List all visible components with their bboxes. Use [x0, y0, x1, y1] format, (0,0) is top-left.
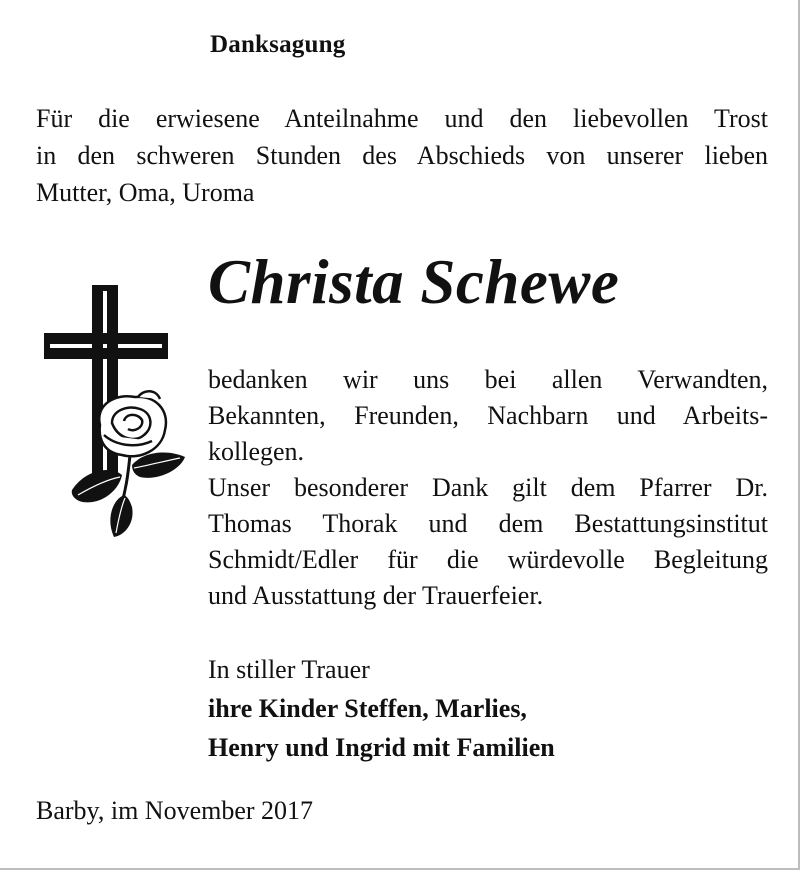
intro-paragraph — [36, 100, 768, 211]
intro-line: Mutter, Oma, Uroma — [36, 178, 255, 207]
intro-line: Für die erwiesene Anteilnahme und den liebevollen Trost — [36, 104, 768, 133]
place-date: Barby, im November 2017 — [36, 796, 314, 825]
body-line: Unser besonderer Dank gilt dem Pfarrer Dr. — [208, 473, 768, 502]
deceased-name: Christa Schewe — [208, 247, 620, 317]
family-names-line: Henry und Ingrid mit Familien — [208, 733, 555, 762]
gratitude-paragraph — [208, 362, 768, 614]
cross-with-rose-icon — [40, 285, 190, 545]
body-line: kollegen. — [208, 437, 305, 466]
notice-heading: Danksagung — [210, 31, 346, 58]
family-names-line: ihre Kinder Steffen, Marlies, — [208, 694, 527, 723]
body-line: bedanken wir uns bei allen Verwandten, — [208, 365, 768, 394]
intro-line: in den schweren Stunden des Abschieds von unserer lieben — [36, 141, 768, 170]
signoff — [208, 650, 555, 767]
body-line: Bekannten, Freunden, Nachbarn und Arbeits- — [208, 401, 768, 430]
body-line: Thomas Thorak und dem Bestattungsinstitut — [208, 509, 768, 538]
mourning-phrase: In stiller Trauer — [208, 655, 370, 684]
body-line: und Ausstattung der Trauerfeier. — [208, 581, 544, 610]
body-line: Schmidt/Edler für die würdevolle Begleitung — [208, 545, 768, 574]
